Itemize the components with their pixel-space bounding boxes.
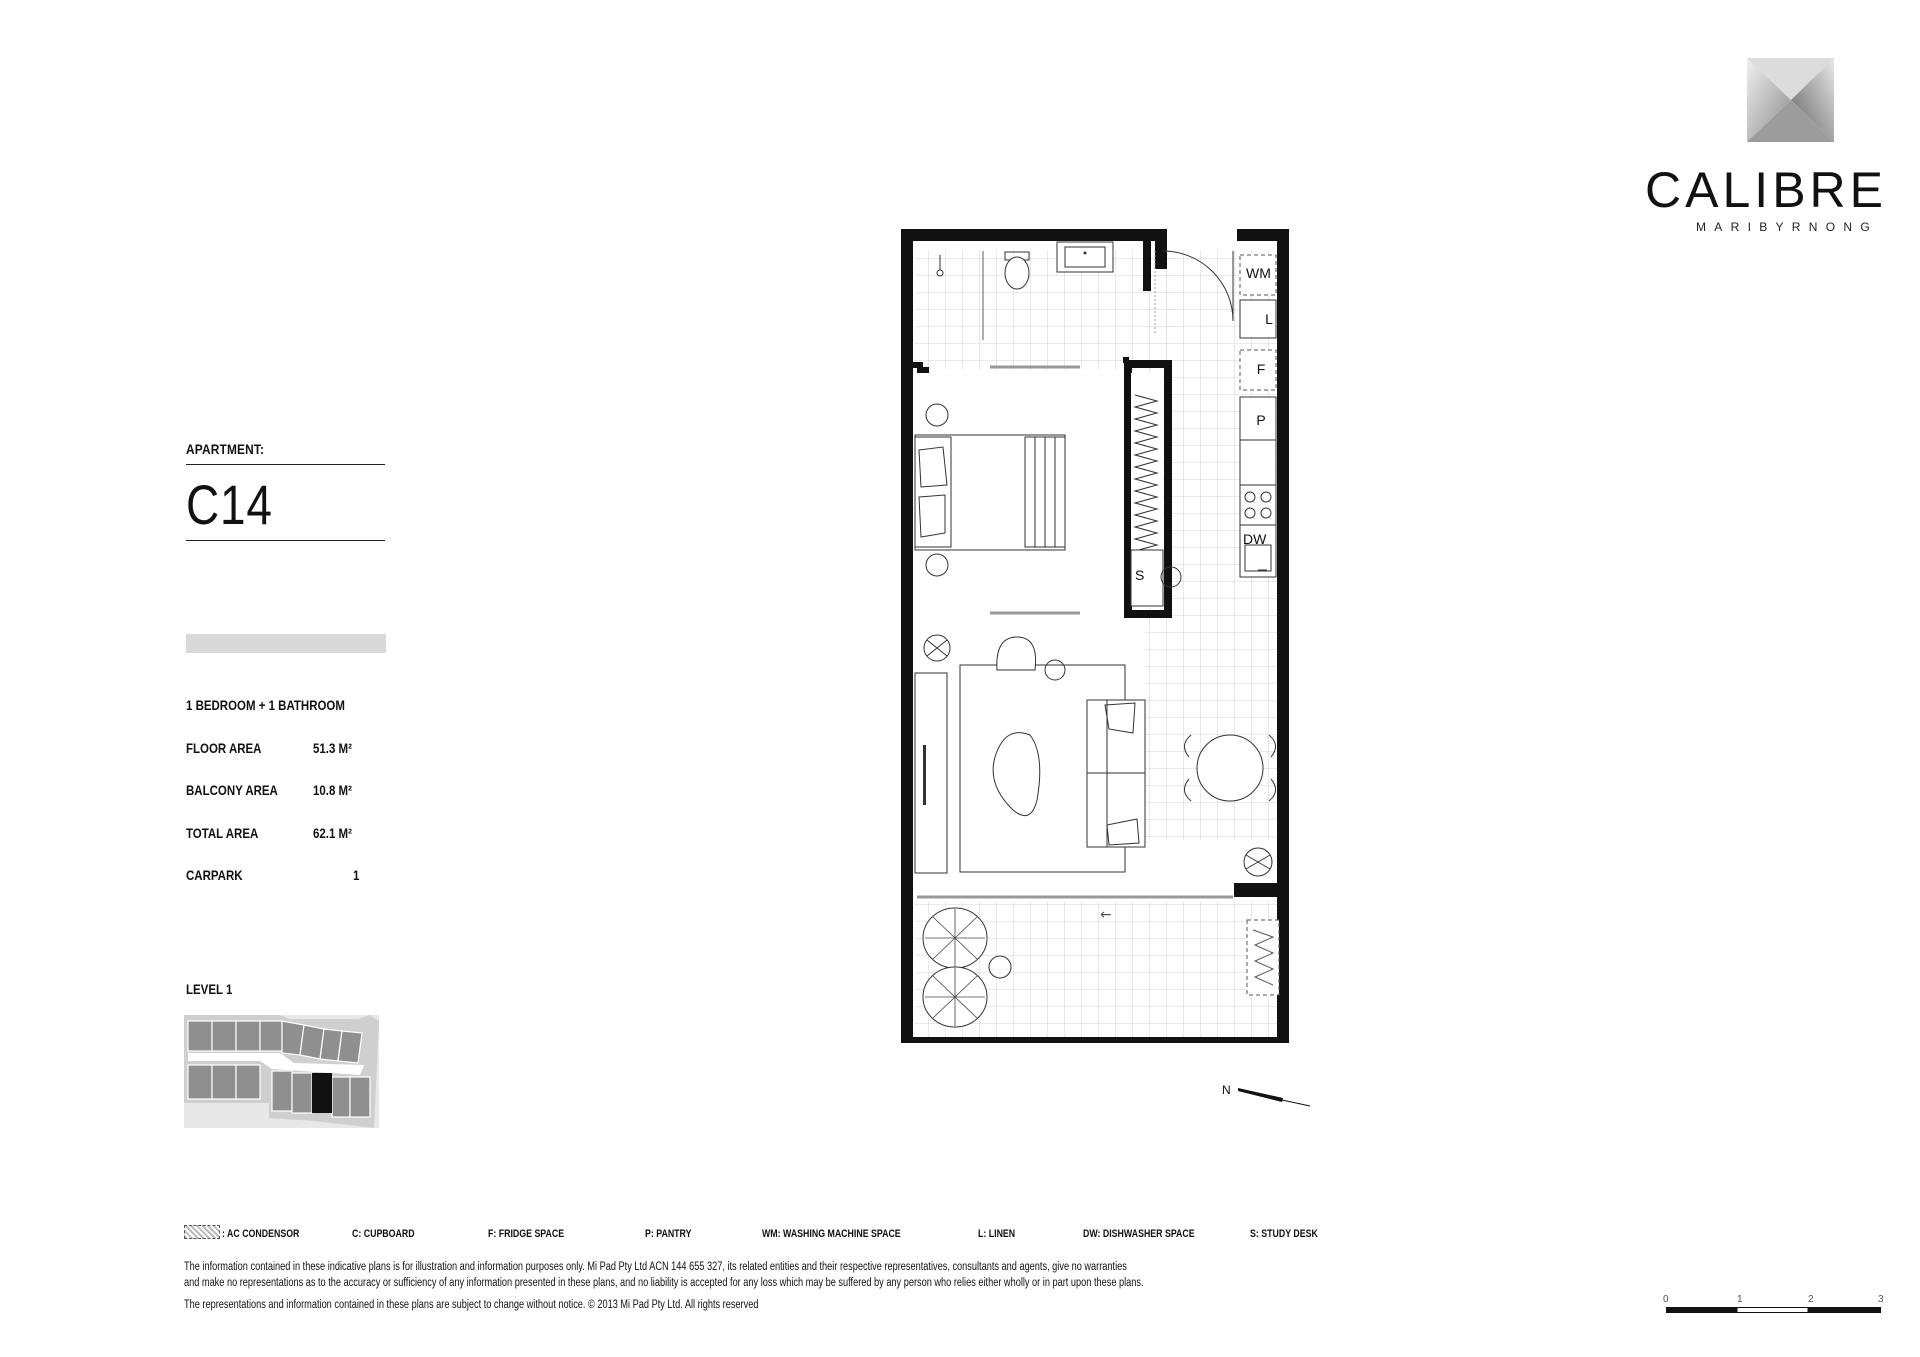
- spec-value-carpark: 1: [353, 867, 360, 883]
- disclaimer-line-1: The information contained in these indicative plans is for illustration and information purposes only. Mi Pad Pty Ltd ACN 144 655 327, its related entities and their respective representatives, consultants and agents, give no warranties: [184, 1261, 1127, 1273]
- divider-top: [186, 464, 385, 465]
- key-plan: [184, 1015, 379, 1128]
- level-label: LEVEL 1: [186, 981, 233, 997]
- appliance-label-dw: DW: [1243, 531, 1267, 547]
- appliance-label-linen: L: [1265, 311, 1273, 327]
- legend-cupboard: C: CUPBOARD: [352, 1228, 415, 1240]
- spec-value-total: 62.1 M²: [313, 825, 352, 841]
- disclaimer-line-3: The representations and information contained in these plans are subject to change without notice. © 2013 Mi Pad Pty Ltd. All rights reserved: [184, 1299, 759, 1311]
- spec-label-total: TOTAL AREA: [186, 825, 259, 841]
- bed-bath-summary: 1 BEDROOM + 1 BATHROOM: [186, 697, 345, 713]
- logo-location: MARIBYRNONG: [1696, 220, 1878, 234]
- north-label: N: [1222, 1083, 1231, 1097]
- scale-label-2: 2: [1808, 1294, 1814, 1305]
- spec-label-carpark: CARPARK: [186, 867, 243, 883]
- key-plan-unit-highlight: [312, 1073, 332, 1113]
- scale-label-3: 3: [1878, 1294, 1884, 1305]
- scale-bar: [1666, 1307, 1881, 1313]
- north-arrow-icon: [1238, 1086, 1313, 1115]
- calibre-logo: [1747, 58, 1834, 142]
- type-bar: [186, 634, 386, 653]
- ac-condensor-icon: [184, 1225, 220, 1239]
- disclaimer-line-2: and make no representations as to the accuracy or sufficiency of any information presented in these plans, and no liability is accepted for any loss which may be suffered by any person who relies either wholly or in part upon these plans.: [184, 1277, 1144, 1289]
- logo-mark-icon: [1747, 58, 1834, 142]
- appliance-label-pantry: P: [1256, 412, 1266, 428]
- scale-label-1: 1: [1737, 1294, 1743, 1305]
- floor-plan-drawing: [895, 225, 1315, 1125]
- legend-fridge: F: FRIDGE SPACE: [488, 1228, 565, 1240]
- floor-plan: [895, 225, 1315, 1125]
- apartment-code: C14: [186, 473, 273, 536]
- spec-label-floor: FLOOR AREA: [186, 740, 262, 756]
- svg-text:←: ←: [1100, 907, 1112, 923]
- spec-value-balcony: 10.8 M²: [313, 782, 352, 798]
- divider-bottom: [186, 540, 385, 541]
- spec-label-balcony: BALCONY AREA: [186, 782, 278, 798]
- legend-linen: L: LINEN: [978, 1228, 1016, 1240]
- appliance-label-wm: WM: [1246, 265, 1271, 281]
- legend-ac-condensor: : AC CONDENSOR: [222, 1228, 300, 1240]
- logo-wordmark: CALIBRE: [1645, 162, 1887, 218]
- appliance-label-study: S: [1135, 567, 1145, 583]
- legend-dishwasher: DW: DISHWASHER SPACE: [1083, 1228, 1195, 1240]
- legend-study-desk: S: STUDY DESK: [1250, 1228, 1318, 1240]
- scale-label-0: 0: [1663, 1294, 1669, 1305]
- spec-value-floor: 51.3 M²: [313, 740, 352, 756]
- legend-pantry: P: PANTRY: [645, 1228, 692, 1240]
- appliance-label-fridge: F: [1256, 361, 1266, 377]
- apartment-label: APARTMENT:: [186, 441, 265, 457]
- legend-washing-machine: WM: WASHING MACHINE SPACE: [762, 1228, 901, 1240]
